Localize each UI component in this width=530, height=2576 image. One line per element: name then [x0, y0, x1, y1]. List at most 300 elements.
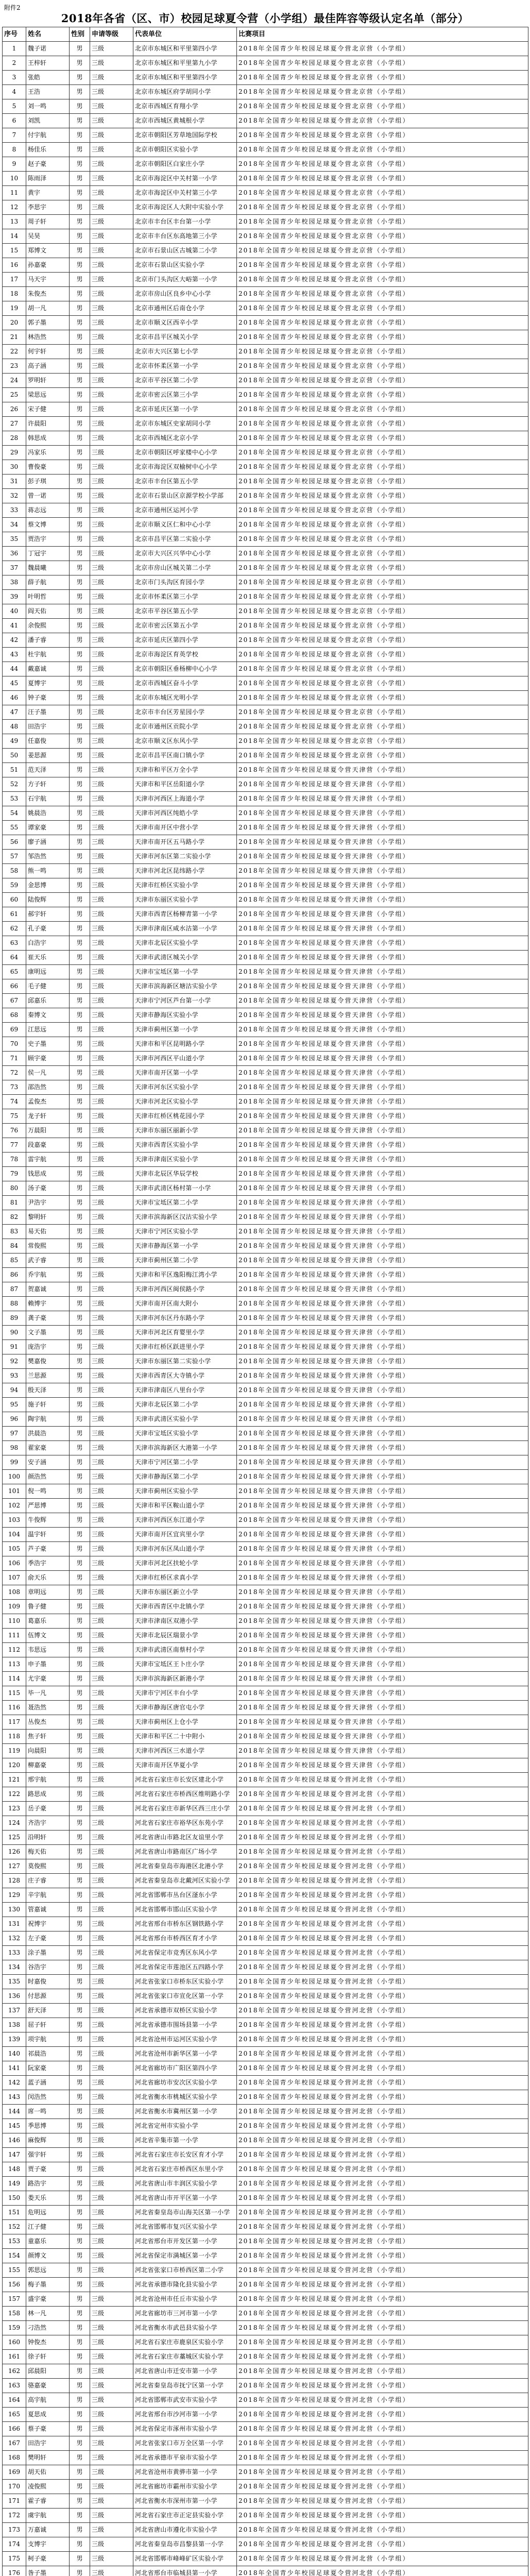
- sex-cell: 男: [70, 460, 90, 474]
- unit-cell: 北京市海淀区中关村第一小学: [133, 172, 237, 186]
- seq-cell: 165: [3, 2408, 26, 2422]
- table-row: [3, 2263, 528, 2278]
- name-cell: 沿明轩: [26, 1831, 70, 1845]
- sex-cell: 男: [70, 1138, 90, 1153]
- seq-cell: 142: [3, 2076, 26, 2090]
- unit-cell: 天津市河东区第二实验小学: [133, 850, 237, 864]
- table-row: [3, 2018, 528, 2032]
- table-row: [3, 402, 528, 417]
- unit-cell: 天津市宁河区第二小学: [133, 1455, 237, 1470]
- table-row: [3, 850, 528, 864]
- grade-cell: 三级: [90, 1210, 133, 1225]
- unit-cell: 河北省沧州市任丘市实验小学: [133, 2292, 237, 2307]
- grade-cell: 三级: [90, 2061, 133, 2076]
- table-row: [3, 1643, 528, 1657]
- seq-cell: 171: [3, 2494, 26, 2509]
- unit-cell: 北京市密云区第五小学: [133, 619, 237, 633]
- grade-cell: 三级: [90, 345, 133, 359]
- table-row: [3, 1383, 528, 1398]
- event-cell: 2018年全国青少年校园足球夏令营北京营（小学组）: [237, 474, 528, 489]
- event-cell: 2018年全国青少年校园足球夏令营河北营（小学组）: [237, 1859, 528, 1874]
- unit-cell: 河北省秦皇岛市抚宁区第一小学: [133, 2379, 237, 2393]
- unit-cell: 天津市北辰区第二小学: [133, 1398, 237, 1412]
- seq-cell: 40: [3, 604, 26, 619]
- sex-cell: 男: [70, 1427, 90, 1441]
- grade-cell: 三级: [90, 489, 133, 503]
- unit-cell: 天津市南开区宜宾里小学: [133, 1528, 237, 1542]
- event-cell: 2018年全国青少年校园足球夏令营河北营（小学组）: [237, 1960, 528, 1975]
- sex-cell: 男: [70, 1080, 90, 1095]
- sex-cell: 男: [70, 2105, 90, 2119]
- name-cell: 虞宇航: [26, 2509, 70, 2523]
- grade-cell: 三级: [90, 532, 133, 547]
- table-row: [3, 749, 528, 763]
- sex-cell: 男: [70, 1326, 90, 1340]
- name-cell: 崔天乐: [26, 951, 70, 965]
- roster-table: [2, 27, 528, 2576]
- unit-cell: 河北省承德市隆化县实验小学: [133, 2278, 237, 2292]
- unit-cell: 北京市大兴区第七小学: [133, 345, 237, 359]
- event-cell: 2018年全国青少年校园足球夏令营北京营（小学组）: [237, 244, 528, 258]
- name-cell: 孔子豪: [26, 922, 70, 936]
- name-cell: 娄天乐: [26, 2191, 70, 2206]
- sex-cell: 男: [70, 1585, 90, 1600]
- grade-cell: 三级: [90, 619, 133, 633]
- sex-cell: 男: [70, 806, 90, 821]
- grade-cell: 三级: [90, 1326, 133, 1340]
- event-cell: 2018年全国青少年校园足球夏令营河北营（小学组）: [237, 2350, 528, 2364]
- table-row: [3, 1297, 528, 1311]
- name-cell: 王浩: [26, 85, 70, 99]
- seq-cell: 151: [3, 2206, 26, 2220]
- name-cell: 高宇航: [26, 2393, 70, 2408]
- grade-cell: 三级: [90, 128, 133, 143]
- sex-cell: 男: [70, 749, 90, 763]
- table-row: [3, 1210, 528, 1225]
- table-row: [3, 1787, 528, 1802]
- seq-cell: 62: [3, 922, 26, 936]
- sex-cell: 男: [70, 2480, 90, 2494]
- sex-cell: 男: [70, 1008, 90, 1023]
- unit-cell: 河北省秦皇岛市海港区北港小学: [133, 1859, 237, 1874]
- sex-cell: 男: [70, 835, 90, 850]
- name-cell: 阮家豪: [26, 2061, 70, 2076]
- event-cell: 2018年全国青少年校园足球夏令营北京营（小学组）: [237, 633, 528, 648]
- grade-cell: 三级: [90, 1758, 133, 1773]
- seq-cell: 103: [3, 1513, 26, 1528]
- table-row: [3, 1455, 528, 1470]
- unit-cell: 北京市海淀区育英学校: [133, 648, 237, 662]
- name-cell: 罗明轩: [26, 374, 70, 388]
- seq-cell: 138: [3, 2018, 26, 2032]
- grade-cell: 三级: [90, 806, 133, 821]
- event-cell: 2018年全国青少年校园足球夏令营北京营（小学组）: [237, 374, 528, 388]
- event-cell: 2018年全国青少年校园足球夏令营北京营（小学组）: [237, 619, 528, 633]
- grade-cell: 三级: [90, 1369, 133, 1383]
- table-row: [3, 1672, 528, 1686]
- event-cell: 2018年全国青少年校园足球夏令营河北营（小学组）: [237, 2566, 528, 2576]
- grade-cell: 三级: [90, 1225, 133, 1239]
- sex-cell: 男: [70, 1989, 90, 2004]
- sex-cell: 男: [70, 1124, 90, 1138]
- unit-cell: 北京市丰台区第五小学: [133, 474, 237, 489]
- unit-cell: 北京市密云区第三小学: [133, 388, 237, 402]
- table-row: [3, 2552, 528, 2566]
- sex-cell: 男: [70, 2206, 90, 2220]
- grade-cell: 三级: [90, 2393, 133, 2408]
- event-cell: 2018年全国青少年校园足球夏令营北京营（小学组）: [237, 460, 528, 474]
- name-cell: 熊一鸣: [26, 864, 70, 878]
- seq-cell: 90: [3, 1326, 26, 1340]
- name-cell: 洪晨浩: [26, 1427, 70, 1441]
- grade-cell: 三级: [90, 56, 133, 71]
- grade-cell: 三级: [90, 1773, 133, 1787]
- seq-cell: 33: [3, 503, 26, 518]
- name-cell: 祝博宇: [26, 1917, 70, 1931]
- table-row: [3, 2321, 528, 2335]
- event-cell: 2018年全国青少年校园足球夏令营北京营（小学组）: [237, 345, 528, 359]
- unit-cell: 北京市丰台区丰台第一小学: [133, 215, 237, 229]
- unit-cell: 天津市静海区第一小学: [133, 1239, 237, 1253]
- sex-cell: 男: [70, 1888, 90, 1903]
- seq-cell: 101: [3, 1484, 26, 1499]
- grade-cell: 三级: [90, 1556, 133, 1571]
- unit-cell: 天津市西青区杨柳青第一小学: [133, 907, 237, 922]
- grade-cell: 三级: [90, 114, 133, 128]
- table-row: [3, 1037, 528, 1052]
- grade-cell: 三级: [90, 979, 133, 994]
- table-row: [3, 99, 528, 114]
- unit-cell: 河北省承德市双桥区实验小学: [133, 2004, 237, 2018]
- table-row: [3, 273, 528, 287]
- event-cell: 2018年全国青少年校园足球夏令营天津营（小学组）: [237, 821, 528, 835]
- name-cell: 夏思成: [26, 2408, 70, 2422]
- unit-cell: 河北省石家庄市长安区育才小学: [133, 2148, 237, 2162]
- grade-cell: 三级: [90, 777, 133, 792]
- sex-cell: 男: [70, 1816, 90, 1831]
- unit-cell: 天津市河北区育婴里小学: [133, 1326, 237, 1340]
- event-cell: 2018年全国青少年校园足球夏令营天津营（小学组）: [237, 1528, 528, 1542]
- unit-cell: 天津市静海区实验小学: [133, 1008, 237, 1023]
- event-cell: 2018年全国青少年校园足球夏令营河北营（小学组）: [237, 1903, 528, 1917]
- seq-cell: 43: [3, 648, 26, 662]
- name-cell: 薛子航: [26, 575, 70, 590]
- table-row: [3, 474, 528, 489]
- table-row: [3, 359, 528, 374]
- sex-cell: 男: [70, 1196, 90, 1210]
- seq-cell: 21: [3, 330, 26, 345]
- sex-cell: 男: [70, 1037, 90, 1052]
- unit-cell: 天津市河西区闽侯路小学: [133, 1282, 237, 1297]
- unit-cell: 河北省石家庄市桥西区维明路小学: [133, 1787, 237, 1802]
- table-row: [3, 2523, 528, 2537]
- seq-cell: 126: [3, 1845, 26, 1859]
- seq-cell: 18: [3, 287, 26, 301]
- seq-cell: 117: [3, 1715, 26, 1730]
- unit-cell: 天津市红桥区求真小学: [133, 1571, 237, 1585]
- name-cell: 常俊熙: [26, 1239, 70, 1253]
- seq-cell: 85: [3, 1253, 26, 1268]
- grade-cell: 三级: [90, 1715, 133, 1730]
- name-cell: 胡一凡: [26, 301, 70, 316]
- unit-cell: 北京市房山区城关第二小学: [133, 561, 237, 575]
- name-cell: 黎明轩: [26, 1210, 70, 1225]
- name-cell: 章明远: [26, 1585, 70, 1600]
- table-row: [3, 1239, 528, 1253]
- event-cell: 2018年全国青少年校园足球夏令营天津营（小学组）: [237, 1153, 528, 1167]
- table-row: [3, 503, 528, 518]
- event-cell: 2018年全国青少年校园足球夏令营天津营（小学组）: [237, 1080, 528, 1095]
- grade-cell: 三级: [90, 273, 133, 287]
- name-cell: 贾子豪: [26, 2162, 70, 2177]
- unit-cell: 天津市北辰区华辰学校: [133, 1167, 237, 1181]
- seq-cell: 56: [3, 835, 26, 850]
- seq-cell: 47: [3, 705, 26, 720]
- sex-cell: 男: [70, 229, 90, 244]
- sex-cell: 男: [70, 590, 90, 604]
- grade-cell: 三级: [90, 720, 133, 734]
- name-cell: 尤宇豪: [26, 1672, 70, 1686]
- table-row: [3, 446, 528, 460]
- event-cell: 2018年全国青少年校园足球夏令营天津营（小学组）: [237, 1282, 528, 1297]
- event-cell: 2018年全国青少年校园足球夏令营北京营（小学组）: [237, 287, 528, 301]
- seq-cell: 147: [3, 2148, 26, 2162]
- name-cell: 申子墨: [26, 1657, 70, 1672]
- seq-cell: 121: [3, 1773, 26, 1787]
- event-cell: 2018年全国青少年校园足球夏令营天津营（小学组）: [237, 1614, 528, 1629]
- event-cell: 2018年全国青少年校园足球夏令营北京营（小学组）: [237, 575, 528, 590]
- unit-cell: 天津市津南区实验小学: [133, 1153, 237, 1167]
- name-cell: 丛俊杰: [26, 1715, 70, 1730]
- unit-cell: 天津市西青区大寺镇小学: [133, 1369, 237, 1383]
- name-cell: 钱思成: [26, 1167, 70, 1181]
- name-cell: 韦思远: [26, 1643, 70, 1657]
- seq-cell: 102: [3, 1499, 26, 1513]
- grade-cell: 三级: [90, 2480, 133, 2494]
- event-cell: 2018年全国青少年校园足球夏令营河北营（小学组）: [237, 2509, 528, 2523]
- sex-cell: 男: [70, 374, 90, 388]
- sex-cell: 男: [70, 1066, 90, 1080]
- name-cell: 屈子轩: [26, 2018, 70, 2032]
- event-cell: 2018年全国青少年校园足球夏令营北京营（小学组）: [237, 547, 528, 561]
- name-cell: 雷宇航: [26, 1153, 70, 1167]
- seq-cell: 153: [3, 2234, 26, 2249]
- seq-cell: 128: [3, 1874, 26, 1888]
- unit-cell: 北京市昌平区城关小学: [133, 330, 237, 345]
- unit-cell: 天津市武清区实验小学: [133, 1412, 237, 1427]
- grade-cell: 三级: [90, 301, 133, 316]
- event-cell: 2018年全国青少年校园足球夏令营天津营（小学组）: [237, 1326, 528, 1340]
- unit-cell: 北京市西城区黄城根小学: [133, 114, 237, 128]
- sex-cell: 男: [70, 1917, 90, 1931]
- name-cell: 昝子墨: [26, 2566, 70, 2576]
- grade-cell: 三级: [90, 503, 133, 518]
- name-cell: 林浩然: [26, 330, 70, 345]
- grade-cell: 三级: [90, 1109, 133, 1124]
- seq-cell: 118: [3, 1730, 26, 1744]
- table-row: [3, 2148, 528, 2162]
- table-row: [3, 2422, 528, 2436]
- sex-cell: 男: [70, 273, 90, 287]
- grade-cell: 三级: [90, 1470, 133, 1484]
- event-cell: 2018年全国青少年校园足球夏令营天津营（小学组）: [237, 1037, 528, 1052]
- event-cell: 2018年全国青少年校园足球夏令营天津营（小学组）: [237, 1196, 528, 1210]
- seq-cell: 156: [3, 2278, 26, 2292]
- seq-cell: 173: [3, 2523, 26, 2537]
- event-cell: 2018年全国青少年校园足球夏令营天津营（小学组）: [237, 1657, 528, 1672]
- name-cell: 庄子睿: [26, 1874, 70, 1888]
- event-cell: 2018年全国青少年校园足球夏令营河北营（小学组）: [237, 1787, 528, 1802]
- name-cell: 范天泽: [26, 763, 70, 777]
- name-cell: 左子豪: [26, 1931, 70, 1946]
- sex-cell: 男: [70, 662, 90, 676]
- unit-cell: 河北省邢台市开发区第一小学: [133, 2234, 237, 2249]
- name-cell: 齐浩宇: [26, 1816, 70, 1831]
- sex-cell: 男: [70, 1282, 90, 1297]
- event-cell: 2018年全国青少年校园足球夏令营天津营（小学组）: [237, 1412, 528, 1427]
- seq-cell: 133: [3, 1946, 26, 1960]
- grade-cell: 三级: [90, 1153, 133, 1167]
- table-row: [3, 2249, 528, 2263]
- sex-cell: 男: [70, 2379, 90, 2393]
- unit-cell: 天津市南开区中营小学: [133, 821, 237, 835]
- event-cell: 2018年全国青少年校园足球夏令营天津营（小学组）: [237, 1369, 528, 1383]
- table-row: [3, 2119, 528, 2133]
- event-cell: 2018年全国青少年校园足球夏令营北京营（小学组）: [237, 359, 528, 374]
- name-cell: 王梓轩: [26, 56, 70, 71]
- event-cell: 2018年全国青少年校园足球夏令营北京营（小学组）: [237, 71, 528, 85]
- sex-cell: 男: [70, 99, 90, 114]
- grade-cell: 三级: [90, 2191, 133, 2206]
- event-cell: 2018年全国青少年校园足球夏令营天津营（小学组）: [237, 1008, 528, 1023]
- seq-cell: 135: [3, 1975, 26, 1989]
- seq-cell: 22: [3, 345, 26, 359]
- table-row: [3, 200, 528, 215]
- unit-cell: 天津市西青区实验小学: [133, 1138, 237, 1153]
- table-row: [3, 1730, 528, 1744]
- name-cell: 汪子墨: [26, 705, 70, 720]
- unit-cell: 河北省邢台市沙河市第一小学: [133, 2408, 237, 2422]
- sex-cell: 男: [70, 518, 90, 532]
- table-row: [3, 1931, 528, 1946]
- table-row: [3, 1542, 528, 1556]
- event-cell: 2018年全国青少年校园足球夏令营河北营（小学组）: [237, 2335, 528, 2350]
- sex-cell: 男: [70, 676, 90, 691]
- event-cell: 2018年全国青少年校园足球夏令营河北营（小学组）: [237, 2076, 528, 2090]
- table-row: [3, 2364, 528, 2379]
- event-cell: 2018年全国青少年校园足球夏令营北京营（小学组）: [237, 417, 528, 431]
- seq-cell: 20: [3, 316, 26, 330]
- unit-cell: 河北省保定市涿州市实验小学: [133, 2422, 237, 2436]
- event-cell: 2018年全国青少年校园足球夏令营河北营（小学组）: [237, 2307, 528, 2321]
- seq-cell: 162: [3, 2364, 26, 2379]
- name-cell: 贺嘉诚: [26, 1282, 70, 1297]
- grade-cell: 三级: [90, 2206, 133, 2220]
- event-cell: 2018年全国青少年校园足球夏令营天津营（小学组）: [237, 1643, 528, 1657]
- sex-cell: 男: [70, 1253, 90, 1268]
- unit-cell: 河北省邢台市桥东区钢铁路小学: [133, 1917, 237, 1931]
- event-cell: 2018年全国青少年校园足球夏令营天津营（小学组）: [237, 1744, 528, 1758]
- event-cell: 2018年全国青少年校园足球夏令营河北营（小学组）: [237, 2177, 528, 2191]
- unit-cell: 河北省石家庄市新华区西三庄小学: [133, 1802, 237, 1816]
- grade-cell: 三级: [90, 1282, 133, 1297]
- grade-cell: 三级: [90, 200, 133, 215]
- unit-cell: 天津市和平区岳阳道小学: [133, 777, 237, 792]
- seq-cell: 3: [3, 71, 26, 85]
- seq-cell: 52: [3, 777, 26, 792]
- sex-cell: 男: [70, 503, 90, 518]
- sex-cell: 男: [70, 2321, 90, 2335]
- table-row: [3, 2004, 528, 2018]
- name-cell: 陈雨泽: [26, 172, 70, 186]
- grade-cell: 三级: [90, 1542, 133, 1556]
- name-cell: 付宇航: [26, 128, 70, 143]
- table-row: [3, 1600, 528, 1614]
- unit-cell: 天津市南开区第一小学: [133, 1066, 237, 1080]
- grade-cell: 三级: [90, 2364, 133, 2379]
- grade-cell: 三级: [90, 1672, 133, 1686]
- unit-cell: 河北省邯郸市复兴区实验小学: [133, 2220, 237, 2234]
- table-row: [3, 893, 528, 907]
- table-row: [3, 922, 528, 936]
- name-cell: 季思博: [26, 2119, 70, 2133]
- event-cell: 2018年全国青少年校园足球夏令营河北营（小学组）: [237, 2032, 528, 2047]
- table-row: [3, 619, 528, 633]
- unit-cell: 河北省承德市围场县第一小学: [133, 2018, 237, 2032]
- name-cell: 康明远: [26, 965, 70, 979]
- table-row: [3, 157, 528, 172]
- seq-cell: 36: [3, 547, 26, 561]
- name-cell: 施子轩: [26, 1398, 70, 1412]
- name-cell: 颜浩然: [26, 1470, 70, 1484]
- name-cell: 钟俊杰: [26, 2335, 70, 2350]
- table-row: [3, 777, 528, 792]
- event-cell: 2018年全国青少年校园足球夏令营天津营（小学组）: [237, 1571, 528, 1585]
- table-row: [3, 215, 528, 229]
- unit-cell: 天津市滨海新区汉沽实验小学: [133, 1210, 237, 1225]
- grade-cell: 三级: [90, 460, 133, 474]
- event-cell: 2018年全国青少年校园足球夏令营北京营（小学组）: [237, 186, 528, 200]
- name-cell: 涂子墨: [26, 1946, 70, 1960]
- grade-cell: 三级: [90, 1499, 133, 1513]
- name-cell: 刘一鸣: [26, 99, 70, 114]
- grade-cell: 三级: [90, 1484, 133, 1499]
- unit-cell: 北京市怀柔区第一小学: [133, 359, 237, 374]
- name-cell: 夏博宇: [26, 676, 70, 691]
- seq-cell: 131: [3, 1917, 26, 1931]
- name-cell: 白浩宇: [26, 936, 70, 951]
- grade-cell: 三级: [90, 157, 133, 172]
- table-row: [3, 1354, 528, 1369]
- name-cell: 武子睿: [26, 1253, 70, 1268]
- event-cell: 2018年全国青少年校园足球夏令营北京营（小学组）: [237, 99, 528, 114]
- event-cell: 2018年全国青少年校园足球夏令营河北营（小学组）: [237, 2393, 528, 2408]
- unit-cell: 天津市蓟州区上仓小学: [133, 1715, 237, 1730]
- grade-cell: 三级: [90, 359, 133, 374]
- name-cell: 刁浩然: [26, 2321, 70, 2335]
- event-cell: 2018年全国青少年校园足球夏令营天津营（小学组）: [237, 1455, 528, 1470]
- event-cell: 2018年全国青少年校园足球夏令营天津营（小学组）: [237, 1499, 528, 1513]
- sex-cell: 男: [70, 2494, 90, 2509]
- document-title: 2018年各省（区、市）校园足球夏令营（小学组）最佳阵容等级认定名单（部分）: [61, 12, 469, 25]
- grade-cell: 三级: [90, 1196, 133, 1210]
- unit-cell: 天津市和平区鞍山道小学: [133, 1499, 237, 1513]
- event-cell: 2018年全国青少年校园足球夏令营天津营（小学组）: [237, 1513, 528, 1528]
- table-row: [3, 229, 528, 244]
- sex-cell: 男: [70, 172, 90, 186]
- table-row: [3, 1686, 528, 1701]
- seq-cell: 13: [3, 215, 26, 229]
